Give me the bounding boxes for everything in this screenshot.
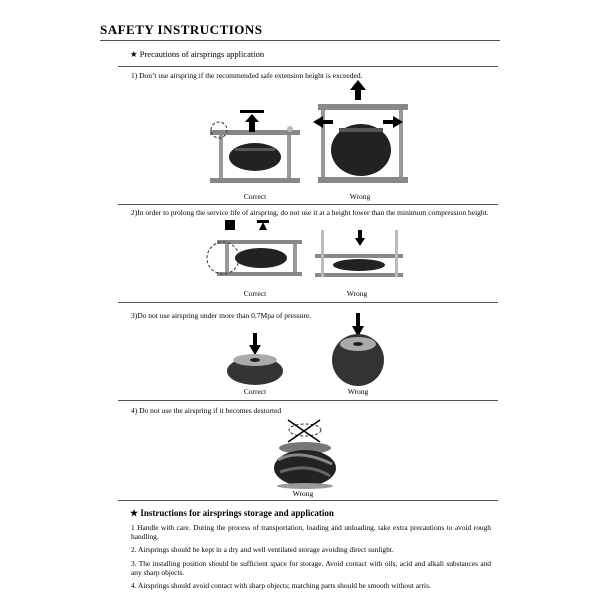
rule-3-correct-caption: Correct (243, 387, 267, 396)
rule-2-wrong-caption: Wrong (346, 289, 368, 298)
storage-item-2: 2. Airsprings should be kept in a dry and well ventilated storage avoiding direct sunlight. (131, 545, 394, 554)
rule-1-correct-arrow-icon (240, 110, 264, 135)
page-title: SAFETY INSTRUCTIONS (100, 22, 263, 37)
rule-2-correct-illustration (205, 220, 305, 290)
rule-1-wrong-illustration (313, 80, 413, 190)
rule-3-wrong-illustration (328, 313, 388, 388)
rule-4-text: 4) Do not use the airspring if it becomes destorted (131, 406, 282, 415)
rule-1-wrong-caption: Wrong (349, 192, 371, 201)
divider-5 (118, 500, 498, 501)
rule-2-text: 2)In order to prolong the service life of airspring, do not use it at a height lower than the minimum compression height. (131, 208, 489, 217)
storage-item-4: 4. Airsprings should avoid contact with sharp objects; matching parts should be smooth without arris. (131, 581, 431, 590)
precautions-header: ★ Precautions of airsprings application (130, 49, 265, 59)
rule-2-correct-caption: Correct (243, 289, 267, 298)
divider-4 (118, 400, 498, 401)
rule-3-wrong-caption: Wrong (347, 387, 369, 396)
rule-3-correct-illustration (225, 333, 285, 388)
storage-item-3: 3. The installing position should be sufficient space for storage. Avoid contact with oils, acid and alkali substances and any sharp objects. (131, 559, 491, 577)
rule-1-text: 1) Don’t use airspring if the recommended safe extension height is exceeded. (131, 71, 363, 80)
title-divider (100, 40, 500, 41)
divider-3 (118, 302, 498, 303)
rule-2-wrong-illustration (315, 230, 405, 285)
rule-3-text: 3)Do not use airspring under more than 0.7Mpa of pressure. (131, 311, 312, 320)
rule-1-correct-caption: Correct (243, 192, 267, 201)
storage-item-1: 1 Handle with care. During the process of transportation, loading and unloading, take extra precautions to avoid rough handling. (131, 523, 491, 541)
rule-4-wrong-caption: Wrong (292, 489, 314, 498)
divider-2 (118, 204, 498, 205)
rule-4-wrong-illustration (268, 418, 343, 490)
storage-header: ★ Instructions for airsprings storage and application (130, 508, 334, 518)
divider-1 (118, 66, 498, 67)
